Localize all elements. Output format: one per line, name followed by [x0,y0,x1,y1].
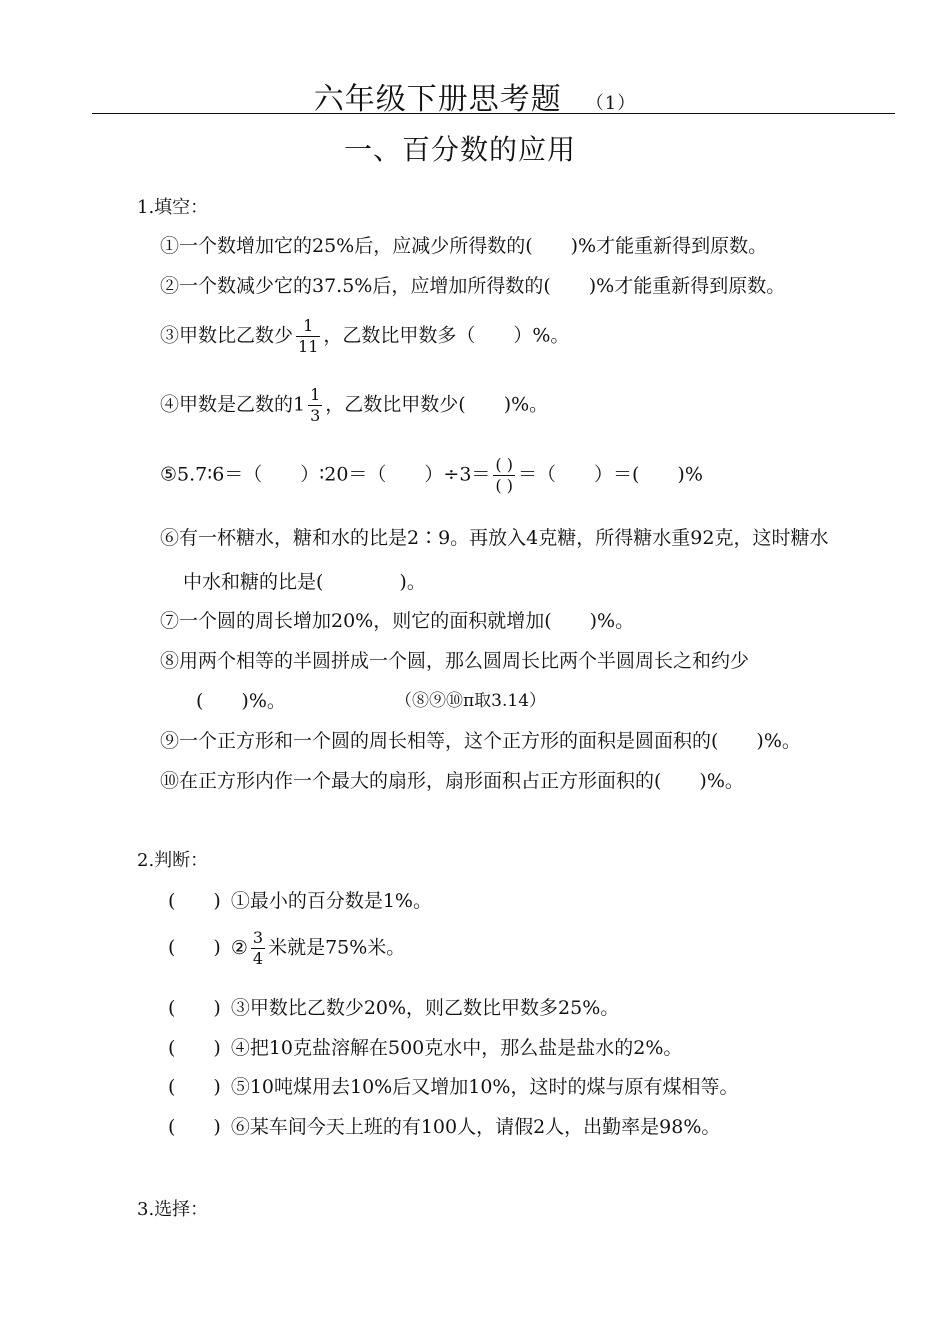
judge-text: ⑥某车间今天上班的有100人，请假2人，出勤率是98%。 [230,1116,721,1138]
page-title [0,74,950,118]
answer-bracket: ( ) [168,936,221,959]
fraction-denominator: 3 [310,406,321,425]
fraction-denominator: 11 [298,337,319,356]
answer-bracket: ( ) [168,1116,221,1138]
judge-item-5 [168,1072,738,1099]
fill-question-10: ⑩在正方形内作一个最大的扇形，扇形面积占正方形面积的( )%。 [160,770,744,792]
judge-prefix: ② [230,936,248,959]
fill-question-1: ①一个数增加它的25%后，应减少所得数的( )%才能重新得到原数。 [160,235,768,257]
judge-item-1 [168,886,432,913]
answer-bracket: ( ) [168,890,221,912]
judge-text: ④把10克盐溶解在500克水中，那么盐是盐水的2%。 [230,1037,683,1059]
fraction-numerator: ( ) [495,455,513,474]
fraction-denominator: ( ) [495,476,513,495]
fill-question-8-line-2: ( )%。 [196,690,286,712]
q5-suffix: ＝（ ）＝( )% [518,463,703,486]
fraction-3-4 [251,928,265,969]
fraction-numerator: 1 [310,385,321,404]
judge-text: ③甲数比乙数少20%，则乙数比甲数多25%。 [230,997,620,1019]
fill-question-2: ②一个数减少它的37.5%后，应增加所得数的( )%才能重新得到原数。 [160,275,786,297]
fill-question-7: ⑦一个圆的周长增加20%，则它的面积就增加( )%。 [160,610,635,632]
fraction-denominator: 4 [252,949,264,968]
pi-note: （⑧⑨⑩π取3.14） [395,691,547,711]
judge-text: ①最小的百分数是1%。 [230,890,432,912]
fill-question-6-line-1: ⑥有一杯糖水，糖和水的比是2∶9。再放入4克糖，所得糖水重92克，这时糖水 [160,527,829,549]
judge-item-3 [168,993,619,1020]
answer-bracket: ( ) [168,1076,221,1098]
title-text: 六年级下册思考题 [313,82,562,117]
fill-question-8-line-1: ⑧用两个相等的半圆拼成一个圆，那么圆周长比两个半圆周长之和约少 [160,650,750,672]
fill-question-3 [160,316,569,357]
section-subtitle: 一、百分数的应用 [343,133,576,166]
fill-question-9: ⑨一个正方形和一个圆的周长相等，这个正方形的面积是圆面积的( )%。 [160,730,801,752]
judge-suffix: 米就是75%米。 [268,936,406,959]
fraction-1-3 [308,385,322,426]
true-false-heading: 2.判断： [137,850,209,871]
fraction-numerator: 1 [303,316,314,335]
q5-prefix: ⑤5.7∶6＝（ ）∶20＝（ ）÷3＝ [160,463,491,486]
choice-heading: 3.选择： [137,1199,209,1220]
judge-item-4 [168,1033,682,1060]
q4-prefix: ④甲数是乙数的1 [160,393,306,416]
fill-question-4 [160,385,548,426]
title-underline [92,113,895,114]
fill-question-6-line-2: 中水和糖的比是( )。 [183,571,426,593]
q4-suffix: ，乙数比甲数少( )%。 [325,393,549,416]
answer-bracket: ( ) [168,1037,221,1059]
fraction-numerator: 3 [252,928,264,947]
judge-item-6 [168,1112,720,1139]
judge-item-2 [168,928,405,969]
q3-suffix: ，乙数比甲数多（ ）%。 [323,324,570,347]
judge-text: ⑤10吨煤用去10%后又增加10%，这时的煤与原有煤相等。 [230,1076,739,1098]
q3-prefix: ③甲数比乙数少 [160,324,294,347]
fill-blank-heading: 1.填空： [137,197,209,218]
title-number: （1） [585,93,637,114]
fraction-1-11 [296,316,320,357]
fill-question-5 [160,455,703,496]
fraction-blank [493,455,515,496]
answer-bracket: ( ) [168,997,221,1019]
